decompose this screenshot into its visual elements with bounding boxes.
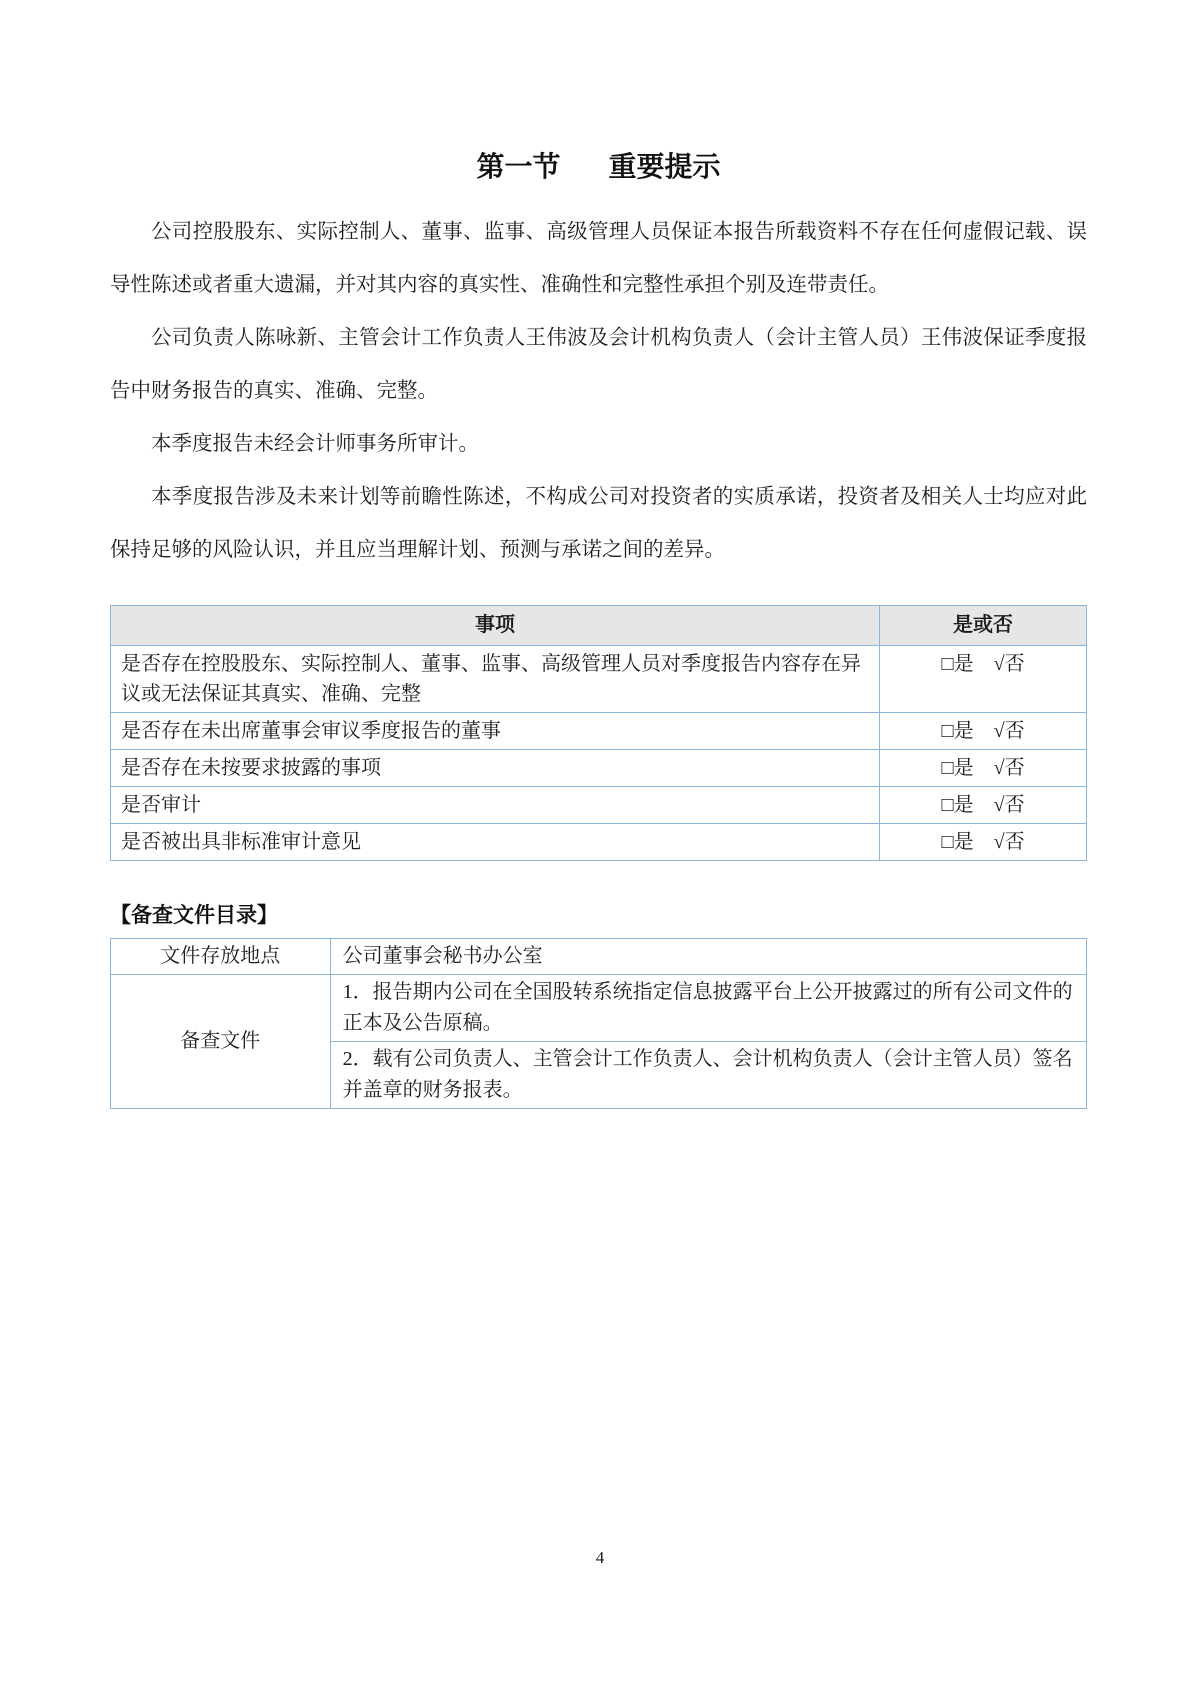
table-row	[111, 646, 1087, 713]
no-label: 否	[1004, 720, 1025, 742]
checkmark-icon: √	[993, 653, 1005, 675]
checkmark-icon: √	[993, 720, 1005, 742]
checkbox-unchecked-icon: □	[941, 757, 954, 779]
statement-answer	[880, 713, 1087, 750]
checkmark-icon: √	[993, 757, 1005, 779]
yes-option	[942, 794, 974, 816]
no-label: 否	[1004, 757, 1025, 779]
reference-document-item: 2．载有公司负责人、主管会计工作负责人、会计机构负责人（会计主管人员）签名并盖章的财务报表。	[330, 1042, 1086, 1109]
table-row	[111, 787, 1087, 824]
checkbox-unchecked-icon: □	[941, 794, 954, 816]
statement-item: 是否存在控股股东、实际控制人、董事、监事、高级管理人员对季度报告内容存在异议或无法保证其真实、准确、完整	[111, 646, 880, 713]
no-option	[994, 794, 1025, 816]
statement-item: 是否存在未按要求披露的事项	[111, 750, 880, 787]
paragraph-responsible-persons: 公司负责人陈咏新、主管会计工作负责人王伟波及会计机构负责人（会计主管人员）王伟波保证季度报告中财务报告的真实、准确、完整。	[110, 327, 1087, 402]
table-row	[111, 939, 1087, 975]
statement-item: 是否审计	[111, 787, 880, 824]
statement-answer	[880, 750, 1087, 787]
statement-item: 是否被出具非标准审计意见	[111, 824, 880, 861]
checkmark-icon: √	[993, 794, 1005, 816]
no-label: 否	[1004, 831, 1025, 853]
checkbox-unchecked-icon: □	[941, 831, 954, 853]
no-option	[994, 831, 1025, 853]
yes-label: 是	[953, 720, 974, 742]
yes-option	[942, 831, 974, 853]
no-option	[994, 720, 1025, 742]
no-option	[994, 653, 1025, 675]
section-title-text: 重要提示	[608, 151, 721, 182]
column-header-yes-or-no: 是或否	[880, 606, 1087, 646]
yes-option	[942, 720, 974, 742]
table-row	[111, 975, 1087, 1042]
section-label: 第一节	[476, 151, 561, 182]
reference-document-item: 1．报告期内公司在全国股转系统指定信息披露平台上公开披露过的所有公司文件的正本及公告原稿。	[330, 975, 1086, 1042]
yes-label: 是	[953, 831, 974, 853]
statement-answer	[880, 646, 1087, 713]
no-label: 否	[1004, 794, 1025, 816]
statement-table	[110, 605, 1087, 861]
statement-table-header-row	[111, 606, 1087, 646]
paragraph-unaudited: 本季度报告未经会计师事务所审计。	[151, 433, 479, 455]
yes-option	[942, 757, 974, 779]
table-row	[111, 713, 1087, 750]
checkbox-unchecked-icon: □	[941, 720, 954, 742]
page-number: 4	[595, 1548, 605, 1567]
documents-catalog-heading: 【备查文件目录】	[110, 903, 278, 927]
statement-answer	[880, 787, 1087, 824]
no-label: 否	[1004, 653, 1025, 675]
yes-label: 是	[953, 794, 974, 816]
intro-paragraphs	[110, 206, 1087, 577]
yes-label: 是	[953, 653, 974, 675]
table-row	[111, 750, 1087, 787]
column-header-item: 事项	[111, 606, 880, 646]
checkbox-unchecked-icon: □	[941, 653, 954, 675]
yes-label: 是	[953, 757, 974, 779]
documents-table	[110, 938, 1087, 1109]
document-location-value: 公司董事会秘书办公室	[330, 939, 1086, 975]
paragraph-liability: 公司控股股东、实际控制人、董事、监事、高级管理人员保证本报告所载资料不存在任何虚假记载、误导性陈述或者重大遗漏，并对其内容的真实性、准确性和完整性承担个别及连带责任。	[110, 221, 1087, 296]
statement-answer	[880, 824, 1087, 861]
document-location-label: 文件存放地点	[111, 939, 331, 975]
page-title	[110, 148, 1087, 186]
table-row	[111, 824, 1087, 861]
statement-item: 是否存在未出席董事会审议季度报告的董事	[111, 713, 880, 750]
no-option	[994, 757, 1025, 779]
paragraph-forward-looking: 本季度报告涉及未来计划等前瞻性陈述，不构成公司对投资者的实质承诺，投资者及相关人士均应对此保持足够的风险认识，并且应当理解计划、预测与承诺之间的差异。	[110, 486, 1087, 561]
yes-option	[942, 653, 974, 675]
reference-documents-label: 备查文件	[111, 975, 331, 1109]
checkmark-icon: √	[993, 831, 1005, 853]
